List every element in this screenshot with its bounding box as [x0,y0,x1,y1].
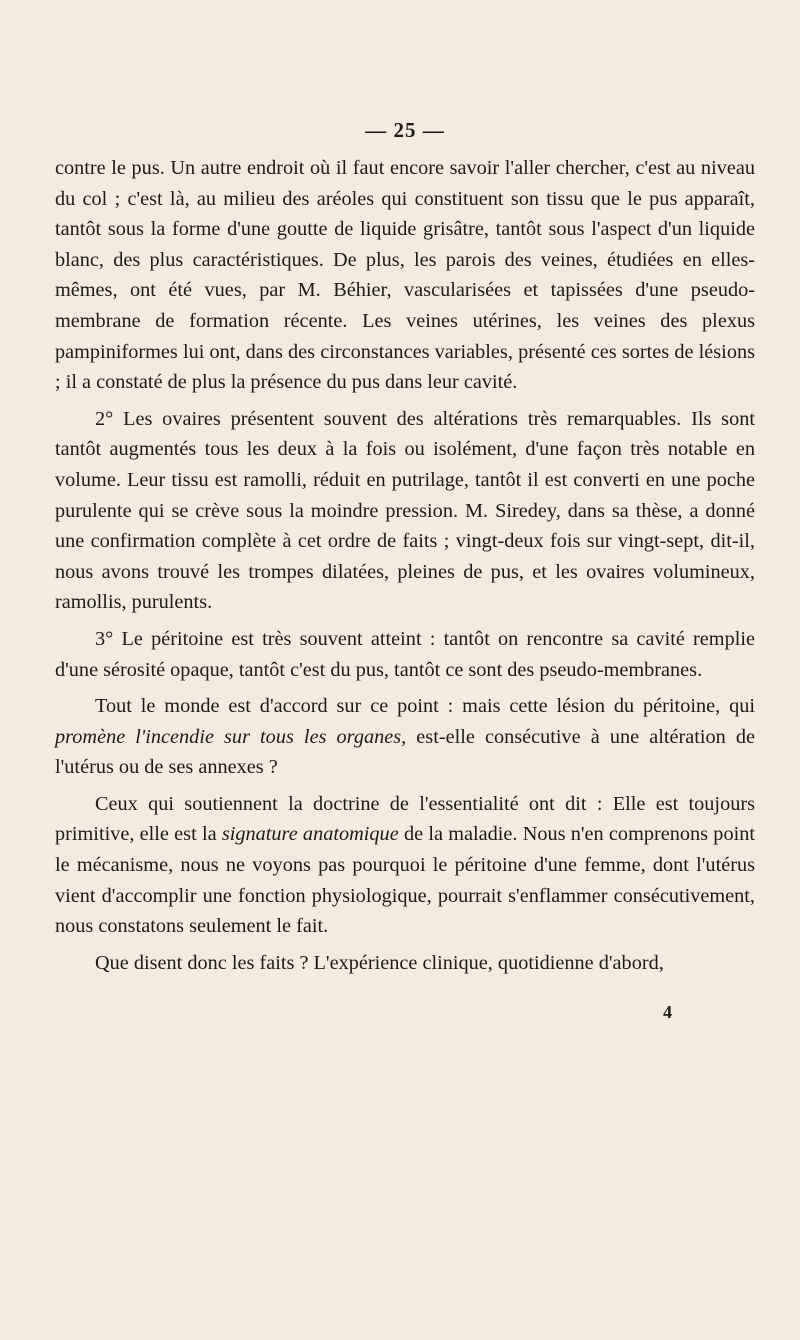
paragraph [55,948,755,979]
text-run: , est-elle consécutive à une altération de l'utérus ou de ses annexes ? [55,725,756,779]
text-run: 3° Le péritoine est très souvent atteint : tantôt on rencontre sa cavité remplie d'une sérosité opaque, tantôt c'est du pus, tantôt ce sont des pseudo-membranes. [55,627,755,681]
italic-text: promène l'incendie sur tous les organes [55,725,402,748]
text-run: Tout le monde est d'accord sur ce point : mais cette lésion du péritoine, qui [95,695,755,718]
page-number: — 25 — [365,118,445,142]
italic-text: signature anatomique [221,823,399,846]
text-run: contre le pus. Un autre endroit où il faut encore savoir l'aller chercher, c'est au niveau du col ; c'est là, au milieu des aréoles qui constituent son tissu que le pus apparaît, tantôt sous la forme d'une goutte de liquide grisâtre, tantôt sous l'aspect d'un liquide blanc, des plus caractéristiques. De plus, les parois des veines, étudiées en elles-mêmes, ont été vues, par M. Béhier, vascularisées et tapissées d'une pseudo-membrane de formation récente. Les veines utérines, les veines des plexus pampiniformes lui ont, dans des circonstances variables, présenté ces sortes de lésions ; il a constaté de plus la présence du pus dans leur cavité. [55,157,755,394]
paragraph [55,789,755,942]
text-run: Ceux qui soutiennent la doctrine de l'essentialité ont dit : Elle est toujours primitive, elle est la [55,792,755,846]
signature-mark: 4 [663,1002,672,1022]
text-run: de la maladie. Nous n'en comprenons point le mécanisme, nous ne voyons pas pourquoi le péritoine d'une femme, dont l'utérus vient d'accomplir une fonction physiologique, pourrait s'enflammer consécutivement, nous constatons seulement le fait. [55,823,755,938]
page-body [55,115,755,978]
text-run: 2° Les ovaires présentent souvent des altérations très remarquables. Ils sont tantôt augmentés tous les deux à la fois ou isolément, d'une façon très notable en volume. Leur tissu est ramolli, réduit en putrilage, tantôt il est converti en une poche purulente qui se crève sous la moindre pression. M. Siredey, dans sa thèse, a donné une confirmation complète à cet ordre de faits ; vingt-deux fois sur vingt-sept, dit-il, nous avons trouvé les trompes dilatées, pleines de pus, et les ovaires volumineux, ramollis, purulents. [55,407,755,614]
paragraph [55,624,755,685]
paragraph [55,691,755,783]
paragraph [55,153,755,398]
text-run: Que disent donc les faits ? L'expérience clinique, quotidienne d'abord, [95,951,664,974]
paragraph [55,404,755,618]
text-body [55,153,755,978]
